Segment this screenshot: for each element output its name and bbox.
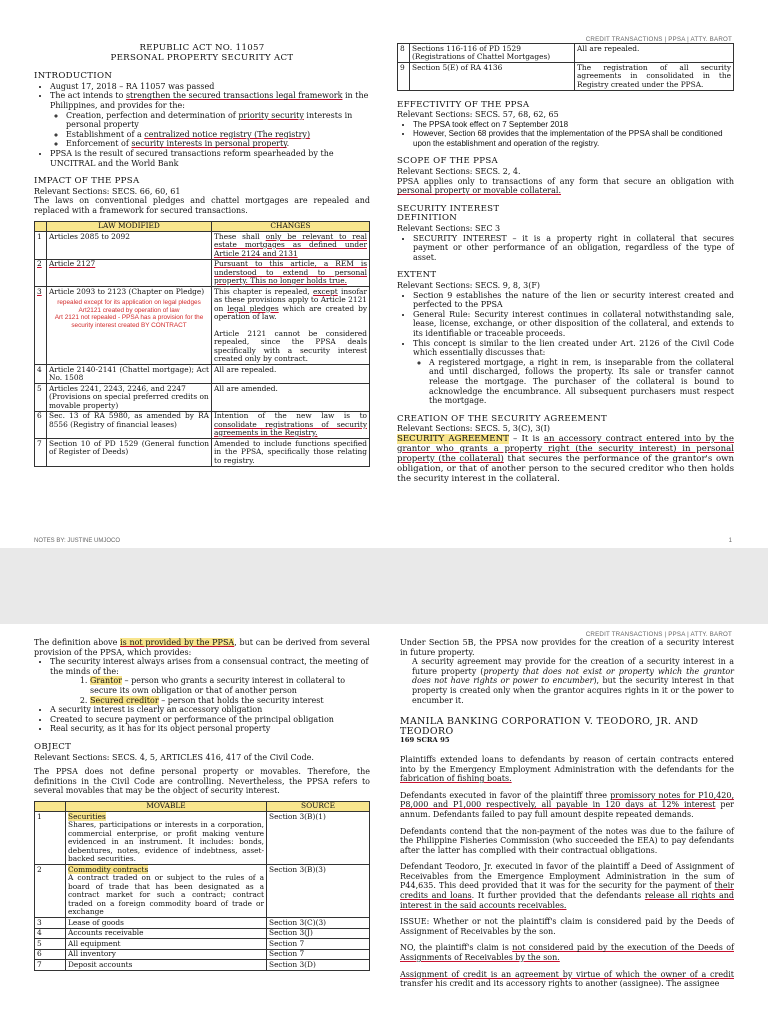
sub-list <box>413 358 734 406</box>
text: ), but the security interest in that property is created only when the grantor acquires rights in it or the power to encumber it. <box>412 676 735 705</box>
table-row <box>35 918 370 929</box>
highlighted-text: Grantor <box>90 676 122 686</box>
text: 2 <box>37 259 42 268</box>
table-row <box>35 232 370 260</box>
act-subtitle: PERSONAL PROPERTY SECURITY ACT <box>110 52 294 63</box>
security-interest-heading: SECURITY INTEREST <box>397 203 500 214</box>
change-cell: All are repealed. <box>212 365 370 384</box>
text: per annum. Defendants failed to pay full amount despite repeated demands. <box>400 800 734 819</box>
underlined-text: not considered paid by the execution of the Deeds of Assignments of Receivables by the son. <box>400 943 734 963</box>
underlined-text: strengthen the secured transactions legal framework <box>125 91 343 101</box>
row-number: 5 <box>35 384 47 412</box>
object-paragraph: The PPSA does not define personal property or movables. Therefore, the definitions in the Civil Code are controlling. Nevertheless, the PPSA refers to several movables that may be the object of security interest. <box>34 767 370 796</box>
change-cell <box>212 411 370 439</box>
movable-cell: All equipment <box>66 939 267 950</box>
text: Establishment of a <box>66 129 145 139</box>
page2-left-column <box>34 638 370 971</box>
row-number: 1 <box>35 812 66 865</box>
impact-sections: Relevant Sections: SECS. 66, 60, 61 <box>34 186 181 196</box>
case-facts-4 <box>400 862 734 910</box>
underlined-text: centralized notice registry (The registry) <box>144 129 311 139</box>
table-row <box>35 259 370 287</box>
table-row <box>398 44 734 63</box>
source-cell: Section 3(D) <box>267 960 370 971</box>
source-cell: Section 3(B)(3) <box>267 865 370 918</box>
highlighted-text: Secured creditor <box>90 695 159 705</box>
row-number <box>35 259 47 287</box>
text: . It further provided that the defendants <box>471 891 645 901</box>
assignment-definition <box>400 970 734 989</box>
highlighted-text: Securities <box>68 811 106 821</box>
source-cell: Section 7 <box>267 939 370 950</box>
text: Article 2093 to 2123 (Chapter on Pledge) <box>49 286 205 296</box>
page2-right-column <box>400 638 734 989</box>
text: These shall <box>214 231 266 241</box>
impact-table <box>34 221 370 467</box>
source-cell: Section 3(J) <box>267 928 370 939</box>
table-header-cell: SOURCE <box>267 801 370 812</box>
text: interests in personal property <box>66 110 353 130</box>
law-cell: Sections 116-116 of PD 1529 (Registrations of Chattel Mortgages) <box>410 44 575 63</box>
change-cell: Amended to include functions specified in the PPSA, specifically those relating to registry. <box>212 439 370 467</box>
text: , but can be derived from several provision of the PPSA, which provides: <box>34 638 370 657</box>
intro-heading: INTRODUCTION <box>34 71 113 82</box>
extent-list <box>397 291 734 406</box>
text: A contract traded on or subject to the rules of a board of trade that has been designated as a contract market for such a contract; contract traded on a foreign commodity board of trade or exchange <box>68 873 264 917</box>
table-row <box>35 928 370 939</box>
table-row <box>35 439 370 467</box>
text: Plaintiffs extended loans to defendants by reason of certain contracts entered into by the Emergency Employment Administration with the defendants for the <box>400 754 734 774</box>
source-cell: Section 7 <box>267 949 370 960</box>
row-number: 8 <box>398 44 410 63</box>
list-item: ◦ A registered mortgage, a right in rem, is inseparable from the collateral and until discharged, follows the property. Its sale or transfer cannot release the mortgage. The purchaser of the collateral is bound to acknowledge the encumbrance. All subsequent purchasers must respect the mortgage. <box>429 358 734 406</box>
text: insofar as these provisions apply to Article 2121 on <box>214 286 367 313</box>
impact-table-continued <box>397 43 734 91</box>
italic-text: property that does not exist or property which the grantor does not have rights or power to encumber <box>412 666 734 686</box>
table-row <box>35 960 370 971</box>
law-cell: Section 5(E) of RA 4136 <box>410 63 575 91</box>
row-number <box>35 287 47 365</box>
list-item <box>66 130 370 140</box>
effectivity-heading: EFFECTIVITY OF THE PPSA <box>397 99 530 110</box>
creation-sections: Relevant Sections: SECS. 5, 3(C), 3(I) <box>397 424 550 434</box>
row-number: 7 <box>35 960 66 971</box>
list-item: • August 17, 2018 – RA 11057 was passed <box>50 82 370 92</box>
creation-heading: CREATION OF THE SECURITY AGREEMENT <box>397 413 608 424</box>
table-row <box>35 865 370 918</box>
underlined-text: fabrication of fishing boats. <box>400 774 512 784</box>
impact-heading: IMPACT OF THE PPSA <box>34 176 140 187</box>
text: Defendants executed in favor of the plaintiff three <box>400 790 611 800</box>
text: The act intends to <box>50 91 126 101</box>
table-header-row <box>35 801 370 812</box>
list-item: • However, Section 68 provides that the implementation of the PPSA shall be conditioned upon the establishment and operation of the registry. <box>413 129 734 148</box>
text: that secures the performance of the grantor's own obligation, or that of another person to the secured creditor who then holds the security interest in the collateral. <box>397 453 735 484</box>
table-row <box>398 63 734 91</box>
underlined-text: personal property or movable collateral. <box>397 186 562 196</box>
law-cell: Sec. 13 of RA 5980, as amended by RA 8556 (Registry of financial leases) <box>47 411 212 439</box>
extent-heading: EXTENT <box>397 270 437 281</box>
underlined-text: an accessory contract entered into by the grantor who grants a property right (the security interest) in personal property (the collateral) <box>397 433 734 464</box>
table-header-row <box>35 221 370 232</box>
table-header-cell <box>35 801 66 812</box>
text: PPSA applies only to transactions of any form that secure an obligation with <box>397 176 734 186</box>
movable-cell <box>66 865 267 918</box>
highlighted-text: SECURITY AGREEMENT <box>397 433 509 444</box>
definition-subheading: DEFINITION <box>397 213 458 224</box>
list-item <box>90 676 370 695</box>
list-item <box>413 339 734 406</box>
underlined-text: their credits and loans <box>400 881 734 901</box>
movable-table <box>34 801 370 971</box>
law-cell <box>47 259 212 287</box>
underlined-text: only be relevant to real estate mortgages as defined under Article 2124 and 2131 <box>214 231 367 258</box>
case-citation: 169 SCRA 95 <box>400 736 450 745</box>
row-number: 9 <box>398 63 410 91</box>
row-number: 6 <box>35 411 47 439</box>
source-cell: Section 3(C)(3) <box>267 918 370 929</box>
object-heading: OBJECT <box>34 741 72 752</box>
text: Shares, participations or interests in a corporation, commercial enterprise, or profit making venture evidenced in an instrument. It includes: bonds, debentures, notes, evidence of indebtness, asset-backed securities. <box>68 820 264 864</box>
page1-right-column <box>397 43 734 484</box>
impact-paragraph: The laws on conventional pledges and chattel mortgages are repealed and replaced with a framework for secured transactions. <box>34 196 370 215</box>
security-interest-sections: Relevant Sections: SEC 3 <box>397 224 501 234</box>
underlined-text: Assignment of credit is an agreement by virtue of which the owner of a credit <box>400 969 734 979</box>
effectivity-sections: Relevant Sections: SECS. 57, 68, 62, 65 <box>397 110 559 120</box>
text: This concept is similar to the lien created under Art. 2126 of the Civil Code which essentially discusses that: <box>413 338 734 358</box>
text: – It is <box>508 433 544 444</box>
row-number: 7 <box>35 439 47 467</box>
list-item: • Real security, as it has for its object personal property <box>50 724 370 734</box>
list-item: • Created to secure payment or performance of the principal obligation <box>50 715 370 725</box>
text: transfer his credit and its accessory rights to another (assignee). The assignee <box>400 979 720 989</box>
row-number: 5 <box>35 939 66 950</box>
object-sections: Relevant Sections: SECS. 4, 5, ARTICLES 416, 417 of the Civil Code. <box>34 752 314 762</box>
change-cell: The registration of all security agreements in consolidated in the Registry created under the PPSA. <box>575 63 734 91</box>
text: The security interest always arises from a consensual contract, the meeting of the minds of the: <box>50 657 369 676</box>
row-number: 6 <box>35 949 66 960</box>
list-item <box>50 91 370 149</box>
text: 3 <box>37 286 42 296</box>
change-cell: All are repealed. <box>575 44 734 63</box>
change-cell: All are amended. <box>212 384 370 412</box>
change-cell <box>212 232 370 260</box>
page-2 <box>0 624 768 1024</box>
list-item: • SECURITY INTEREST – it is a property right in collateral that secures payment or other performance of an obligation, regardless of the type of asset. <box>413 234 734 263</box>
highlighted-text: is not provided by the PPSA <box>120 638 235 647</box>
table-row <box>35 812 370 865</box>
table-row <box>35 939 370 950</box>
table-row <box>35 287 370 365</box>
case-facts-2 <box>400 791 734 820</box>
footer-notes-by: NOTES BY: JUSTINE UMJOCO <box>34 538 121 544</box>
law-cell: Section 10 of PD 1529 (General function of Register of Deeds) <box>47 439 212 467</box>
parties-list <box>50 676 370 705</box>
highlighted-text: Commodity contracts <box>68 864 149 874</box>
table-header-cell <box>35 221 47 232</box>
future-property-quote <box>412 657 734 705</box>
list-item: • The PPSA took effect on 7 September 2018 <box>413 120 734 130</box>
case-facts-1 <box>400 755 734 784</box>
table-header-cell: CHANGES <box>212 221 370 232</box>
list-item: • General Rule: Security interest continues in collateral notwithstanding sale, lease, license, exchange, or other disposition of the collateral, and extends to its identifiable or traceable proceeds. <box>413 310 734 339</box>
table-header-cell: MOVABLE <box>66 801 267 812</box>
scope-paragraph <box>397 177 734 196</box>
scope-heading: SCOPE OF THE PPSA <box>397 156 499 167</box>
underlined-text: consolidate registrations of security agreements in the Registry. <box>214 419 367 437</box>
movable-cell: All inventory <box>66 949 267 960</box>
case-title: MANILA BANKING CORPORATION V. TEODORO, JR. AND TEODORO <box>400 716 699 737</box>
table-row <box>35 365 370 384</box>
change-cell <box>212 287 370 365</box>
act-title: REPUBLIC ACT NO. 11057 <box>139 43 265 53</box>
underlined-text: promissory notes for P10,420, P8,000 and P1,000 respectively, all payable in 120 days at 12% interest <box>400 790 734 810</box>
creation-paragraph <box>397 434 734 484</box>
annotation-note: Art 2121 not repealed - PPSA has a provision for the security interest created BY CONTRACT <box>54 314 204 329</box>
case-facts-3: Defendants contend that the non-payment of the notes was due to the failure of the Philippine Fisheries Commission (who succeeded the EEA) to pay defendants after the latter has complied with their contractual obligations. <box>400 826 734 855</box>
running-header: CREDIT TRANSACTIONS | PPSA | ATTY. BAROT <box>585 36 732 43</box>
text: Enforcement of <box>66 139 132 149</box>
text <box>214 288 367 322</box>
movable-cell: Accounts receivable <box>66 928 267 939</box>
list-item: • Section 9 establishes the nature of the lien or security interest created and perfected to the PPSA <box>413 291 734 310</box>
law-cell: Article 2140-2141 (Chattel mortgage); Act No. 1508 <box>47 365 212 384</box>
row-number: 4 <box>35 365 47 384</box>
running-header: CREDIT TRANSACTIONS | PPSA | ATTY. BAROT <box>585 631 732 638</box>
text: Creation, perfection and determination of <box>66 110 239 120</box>
movable-cell <box>66 812 267 865</box>
underlined-text: release all rights and interest in the said accounts receivables. <box>400 891 734 910</box>
annotation-note: repealed except for its application on legal pledges Art2121 created by operation of law <box>57 299 201 314</box>
table-row <box>35 949 370 960</box>
text: Article 2121 cannot be considered repealed, since the PPSA deals specifically with a security interest created only by contract. <box>214 328 367 363</box>
underlined-text: security interests in personal property <box>131 139 287 149</box>
definition-list <box>397 234 734 263</box>
list-item: • A security interest is clearly an accessory obligation <box>50 705 370 715</box>
list-item <box>66 139 370 149</box>
table-header-cell: LAW MODIFIED <box>47 221 212 232</box>
text: Intention of the new law is to <box>214 411 367 420</box>
row-number: 2 <box>35 865 66 918</box>
text: The definition above <box>34 638 121 647</box>
text: . <box>286 139 290 149</box>
list-item <box>50 657 370 705</box>
list-item: • PPSA is the result of secured transactions reform spearheaded by the UNCITRAL and the World Bank <box>50 149 370 168</box>
list-item <box>90 696 370 706</box>
law-cell: Articles 2241, 2243, 2246, and 2247 (Provisions on special preferred credits on movable property) <box>47 384 212 412</box>
extent-sections: Relevant Sections: SECS. 9, 8, 3(F) <box>397 281 540 290</box>
movable-cell: Lease of goods <box>66 918 267 929</box>
page-number: 1 <box>728 538 732 544</box>
underlined-text: priority security <box>238 110 304 120</box>
page1-left-column <box>34 44 370 467</box>
row-number: 4 <box>35 928 66 939</box>
text: Defendant Teodoro, Jr. executed in favor of the plaintiff a Deed of Assignment of Receivables from the Emergence Employment Administration in the sum of P44,635. This deed provided that it was for the security for the payment of <box>400 862 734 891</box>
text: NO, the plaintiff's claim is <box>400 943 513 953</box>
scope-sections: Relevant Sections: SECS. 2, 4. <box>397 167 521 177</box>
provisions-list <box>34 657 370 734</box>
text: in the Philippines, and provides for the: <box>50 91 369 110</box>
case-held <box>400 943 734 962</box>
intro-list <box>34 82 370 168</box>
definition-paragraph <box>34 638 370 657</box>
underlined-text: legal pledges <box>227 303 279 313</box>
change-cell <box>212 259 370 287</box>
effectivity-list <box>397 120 734 149</box>
text: – person who grants a security interest in collateral to secure its own obligation or that of another person <box>90 676 346 695</box>
underlined-text: except <box>312 286 338 296</box>
future-property-paragraph: Under Section 5B, the PPSA now provides for the creation of a security interest in future property. <box>400 638 734 657</box>
row-number: 3 <box>35 918 66 929</box>
sub-list <box>50 111 370 149</box>
table-row <box>35 384 370 412</box>
row-number: 1 <box>35 232 47 260</box>
source-cell: Section 3(B)(1) <box>267 812 370 865</box>
underlined-text: Pursuant to this article, a REM is understood to extend to personal property. This no longer holds true. <box>214 259 367 285</box>
law-cell <box>47 287 212 365</box>
text: – person that holds the security interest <box>158 695 324 705</box>
movable-cell: Deposit accounts <box>66 960 267 971</box>
text: This chapter is repealed, <box>214 286 313 296</box>
table-row <box>35 411 370 439</box>
case-issue: ISSUE: Whether or not the plaintiff's claim is considered paid by the Deeds of Assignment of Receivables by the son. <box>400 917 734 936</box>
list-item <box>66 111 370 130</box>
text: which are created by operation of law. <box>214 303 368 321</box>
law-cell: Articles 2085 to 2092 <box>47 232 212 260</box>
underlined-text: Article 2127 <box>49 259 96 268</box>
text: A security agreement may provide for the creation of a security interest in a future property ( <box>412 657 734 676</box>
